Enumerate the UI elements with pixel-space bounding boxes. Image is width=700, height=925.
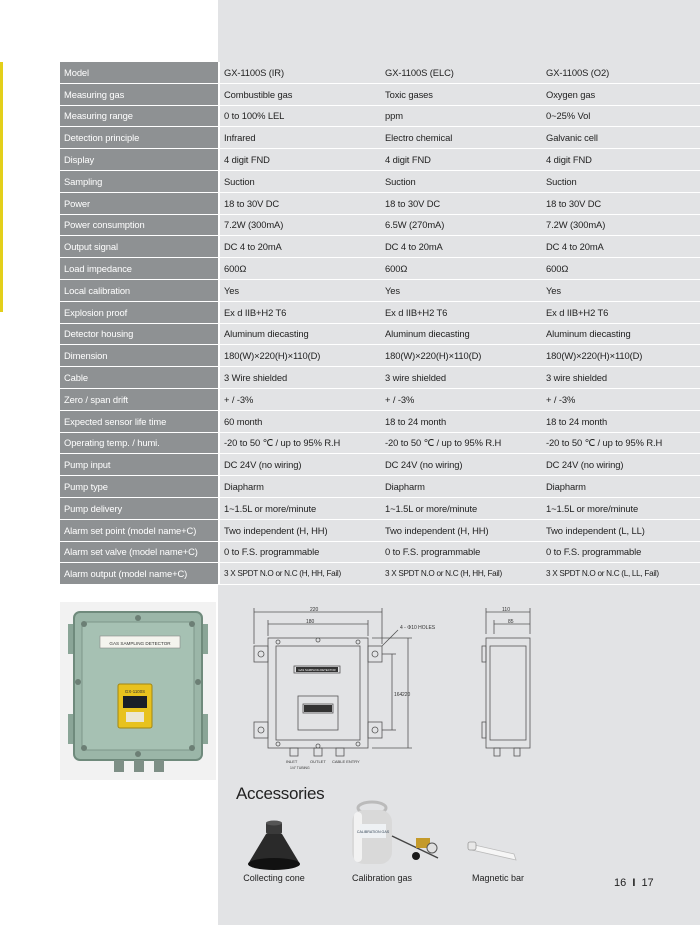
spec-label: Detection principle	[60, 127, 219, 149]
magnetic-bar-image	[466, 830, 522, 866]
dim-front-inner-width: 180	[306, 619, 315, 625]
spec-value: 3 wire shielded	[381, 367, 542, 389]
dim-side-depth: 110	[502, 607, 510, 613]
table-row	[60, 345, 700, 367]
label-tubing: 1/4" TUBING	[290, 766, 310, 770]
spec-value: 18 to 30V DC	[542, 192, 700, 214]
spec-value: Ex d IIB+H2 T6	[219, 301, 381, 323]
spec-value: GX-1100S (O2)	[542, 62, 700, 83]
spec-value: -20 to 50 ℃ / up to 95% R.H	[542, 432, 700, 454]
accessory-label-calibration-gas: Calibration gas	[351, 873, 413, 883]
dim-holes-note: 4 - Φ10 HOLES	[400, 625, 436, 631]
page-number-separator: I	[632, 877, 636, 889]
label-cable-entry: CABLE ENTRY	[332, 759, 360, 764]
table-row	[60, 127, 700, 149]
dim-front-width: 220	[310, 607, 319, 613]
spec-value: + / -3%	[219, 388, 381, 410]
dim-side-inner: 85	[508, 619, 514, 625]
spec-value: Two independent (H, HH)	[219, 519, 381, 541]
spec-label: Cable	[60, 367, 219, 389]
spec-value: 4 digit FND	[219, 149, 381, 171]
spec-value: + / -3%	[542, 388, 700, 410]
product-photo	[60, 602, 216, 780]
table-row	[60, 149, 700, 171]
spec-value: -20 to 50 ℃ / up to 95% R.H	[219, 432, 381, 454]
spec-value: -20 to 50 ℃ / up to 95% R.H	[381, 432, 542, 454]
spec-value: 600Ω	[381, 258, 542, 280]
table-row	[60, 170, 700, 192]
table-row	[60, 410, 700, 432]
spec-value: 4 digit FND	[381, 149, 542, 171]
label-inlet: INLET	[286, 759, 298, 764]
spec-label: Alarm set valve (model name+C)	[60, 541, 219, 563]
spec-value: 6.5W (270mA)	[381, 214, 542, 236]
spec-value: DC 24V (no wiring)	[219, 454, 381, 476]
spec-value: Yes	[219, 279, 381, 301]
spec-value: Ex d IIB+H2 T6	[381, 301, 542, 323]
spec-value: Oxygen gas	[542, 83, 700, 105]
table-row	[60, 192, 700, 214]
spec-value: Yes	[381, 279, 542, 301]
spec-value: 1~1.5L or more/minute	[219, 497, 381, 519]
spec-value: 1~1.5L or more/minute	[381, 497, 542, 519]
drawing-panel-text: GAS SAMPLING DETECTOR	[298, 668, 336, 672]
spec-value: Diapharm	[381, 476, 542, 498]
spec-label: Local calibration	[60, 279, 219, 301]
page-number-left: 16	[614, 877, 627, 889]
table-row	[60, 519, 700, 541]
spec-value: DC 4 to 20mA	[219, 236, 381, 258]
accessories-title: Accessories	[236, 784, 325, 803]
spec-label: Dimension	[60, 345, 219, 367]
spec-value: + / -3%	[381, 388, 542, 410]
table-row	[60, 105, 700, 127]
spec-value: Toxic gases	[381, 83, 542, 105]
spec-value: 3 X SPDT N.O or N.C (H, HH, Fail)	[381, 563, 542, 585]
spec-label: Zero / span drift	[60, 388, 219, 410]
spec-label: Model	[60, 62, 219, 83]
spec-label: Expected sensor life time	[60, 410, 219, 432]
spec-value: 1~1.5L or more/minute	[542, 497, 700, 519]
spec-value: 600Ω	[542, 258, 700, 280]
spec-value: ppm	[381, 105, 542, 127]
display-unit-label: GX-1100S	[124, 689, 146, 694]
spec-value: 600Ω	[219, 258, 381, 280]
spec-value: Two independent (H, HH)	[381, 519, 542, 541]
spec-label: Measuring gas	[60, 83, 219, 105]
spec-value: 180(W)×220(H)×110(D)	[542, 345, 700, 367]
spec-value: 18 to 24 month	[381, 410, 542, 432]
spec-label: Alarm set point (model name+C)	[60, 519, 219, 541]
table-row	[60, 258, 700, 280]
spec-value: Diapharm	[542, 476, 700, 498]
spec-value: 180(W)×220(H)×110(D)	[381, 345, 542, 367]
spec-value: Suction	[381, 170, 542, 192]
spec-label: Operating temp. / humi.	[60, 432, 219, 454]
spec-label: Pump type	[60, 476, 219, 498]
spec-label: Load impedance	[60, 258, 219, 280]
table-row	[60, 214, 700, 236]
spec-value: 18 to 30V DC	[381, 192, 542, 214]
yellow-accent-bar	[0, 62, 3, 312]
spec-value: GX-1100S (ELC)	[381, 62, 542, 83]
table-row	[60, 323, 700, 345]
spec-label: Display	[60, 149, 219, 171]
spec-value: 180(W)×220(H)×110(D)	[219, 345, 381, 367]
spec-value: Two independent (L, LL)	[542, 519, 700, 541]
spec-label: Pump input	[60, 454, 219, 476]
spec-value: Yes	[542, 279, 700, 301]
spec-value: Infrared	[219, 127, 381, 149]
spec-value: 0 to F.S. programmable	[542, 541, 700, 563]
accessory-label-collecting-cone: Collecting cone	[243, 873, 305, 883]
spec-value: 60 month	[219, 410, 381, 432]
spec-value: Ex d IIB+H2 T6	[542, 301, 700, 323]
spec-value: Electro chemical	[381, 127, 542, 149]
spec-value: Combustible gas	[219, 83, 381, 105]
table-row	[60, 83, 700, 105]
spec-label: Explosion proof	[60, 301, 219, 323]
table-row	[60, 62, 700, 83]
calibration-gas-image	[346, 800, 442, 868]
table-row	[60, 563, 700, 585]
spec-value: 7.2W (300mA)	[542, 214, 700, 236]
dim-height-total: 220	[402, 692, 411, 698]
spec-value: 18 to 24 month	[542, 410, 700, 432]
spec-value: 18 to 30V DC	[219, 192, 381, 214]
page-numbers	[614, 877, 654, 889]
spec-label: Alarm output (model name+C)	[60, 563, 219, 585]
dim-height-inner: 164	[394, 692, 403, 698]
spec-value: Aluminum diecasting	[542, 323, 700, 345]
spec-value: 3 X SPDT N.O or N.C (L, LL, Fail)	[542, 563, 700, 585]
table-row	[60, 541, 700, 563]
table-row	[60, 497, 700, 519]
spec-label: Pump delivery	[60, 497, 219, 519]
table-row	[60, 388, 700, 410]
spec-value: DC 4 to 20mA	[381, 236, 542, 258]
spec-value: Suction	[542, 170, 700, 192]
spec-value: DC 4 to 20mA	[542, 236, 700, 258]
spec-value: DC 24V (no wiring)	[542, 454, 700, 476]
spec-table	[60, 62, 700, 585]
spec-value: 0 to F.S. programmable	[381, 541, 542, 563]
spec-label: Measuring range	[60, 105, 219, 127]
spec-value: 0 to 100% LEL	[219, 105, 381, 127]
cylinder-label: CALIBRATION GAS	[356, 830, 390, 834]
spec-label: Power	[60, 192, 219, 214]
collecting-cone-image	[246, 818, 302, 872]
spec-value: 3 Wire shielded	[219, 367, 381, 389]
page-number-right: 17	[641, 877, 654, 889]
spec-value: Diapharm	[219, 476, 381, 498]
table-row	[60, 454, 700, 476]
spec-value: Aluminum diecasting	[381, 323, 542, 345]
spec-value: 7.2W (300mA)	[219, 214, 381, 236]
accessory-label-magnetic-bar: Magnetic bar	[471, 873, 525, 883]
table-row	[60, 367, 700, 389]
label-outlet: OUTLET	[310, 759, 326, 764]
nameplate-text: GAS SAMPLING DETECTOR	[109, 641, 171, 646]
spec-value: 0 to F.S. programmable	[219, 541, 381, 563]
spec-label: Output signal	[60, 236, 219, 258]
table-row	[60, 476, 700, 498]
spec-label: Power consumption	[60, 214, 219, 236]
spec-label: Detector housing	[60, 323, 219, 345]
spec-value: 4 digit FND	[542, 149, 700, 171]
spec-value: Suction	[219, 170, 381, 192]
spec-label: Sampling	[60, 170, 219, 192]
spec-value: GX-1100S (IR)	[219, 62, 381, 83]
spec-value: 0~25% Vol	[542, 105, 700, 127]
dimension-drawing	[232, 604, 554, 776]
table-row	[60, 432, 700, 454]
spec-value: 3 X SPDT N.O or N.C (H, HH, Fail)	[219, 563, 381, 585]
spec-value: Galvanic cell	[542, 127, 700, 149]
spec-value: Aluminum diecasting	[219, 323, 381, 345]
table-row	[60, 236, 700, 258]
table-row	[60, 301, 700, 323]
table-row	[60, 279, 700, 301]
spec-value: 3 wire shielded	[542, 367, 700, 389]
spec-value: DC 24V (no wiring)	[381, 454, 542, 476]
